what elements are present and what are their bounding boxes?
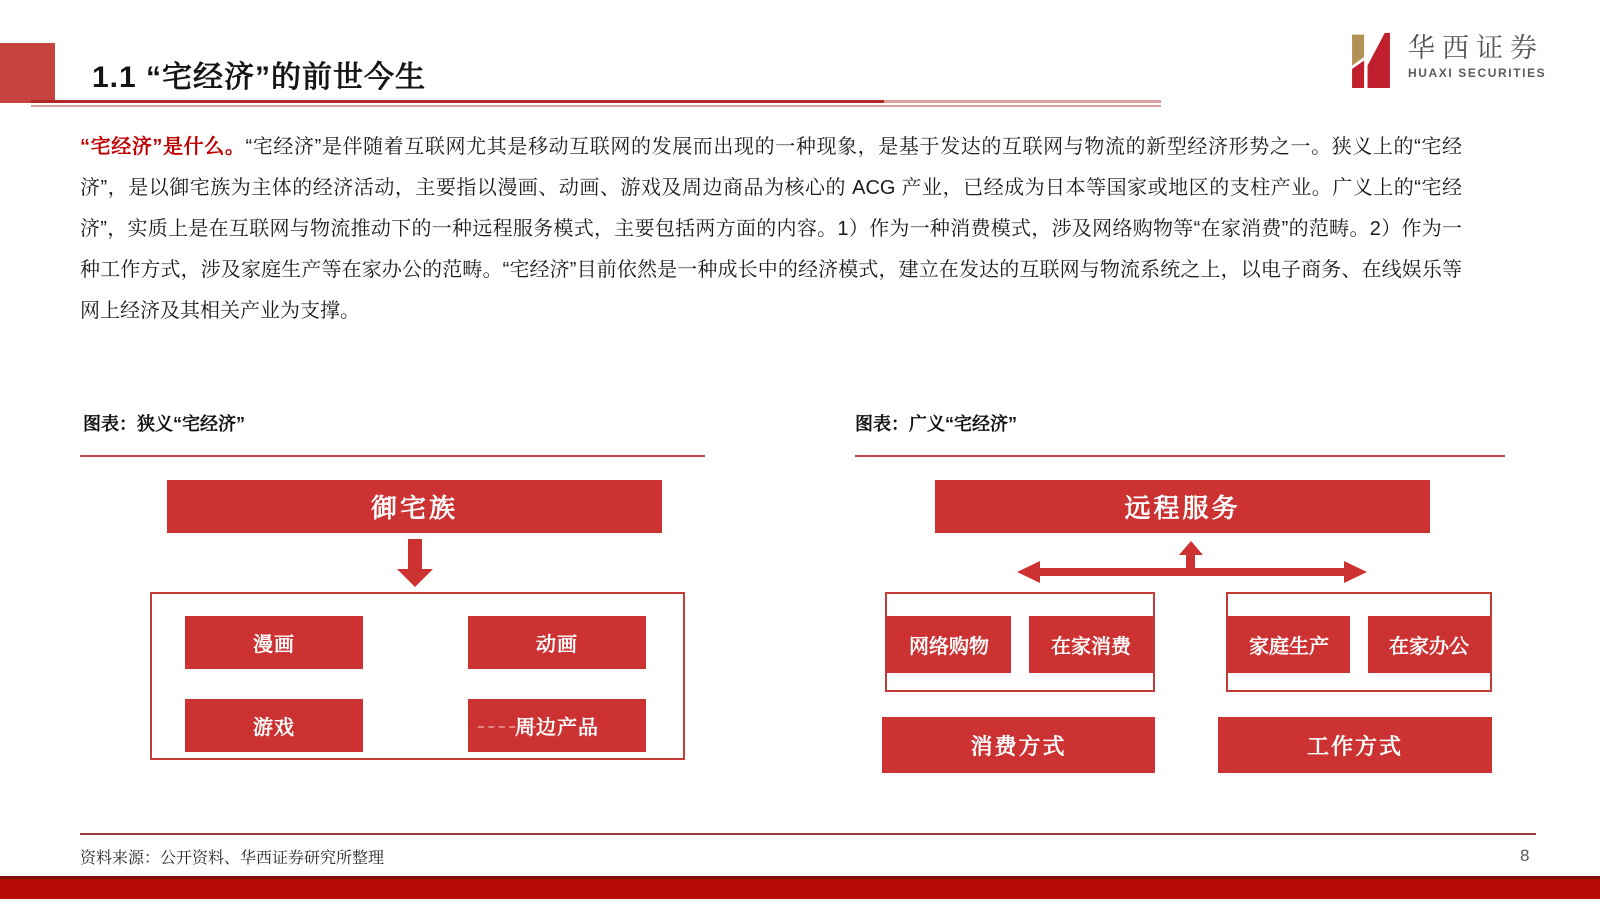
double-arrow-left-head-icon: [1017, 561, 1040, 583]
page-title: 1.1 “宅经济”的前世今生: [92, 61, 427, 94]
title-underline-extension: [884, 100, 1161, 103]
figure-rule-broad: [855, 455, 1505, 457]
down-arrow-head-icon: [397, 569, 433, 587]
broad-item-home-consumption: 在家消费: [1029, 616, 1153, 673]
broad-item-online-shopping: 网络购物: [887, 616, 1011, 673]
double-arrow-bar: [1040, 568, 1344, 576]
title-underline-dark: [31, 100, 884, 103]
source-note: 资料来源：公开资料、华西证券研究所整理: [80, 850, 385, 867]
broad-item-home-production: 家庭生产: [1228, 616, 1350, 673]
narrow-item-manga: 漫画: [185, 616, 363, 669]
broad-item-home-office: 在家办公: [1368, 616, 1490, 673]
huaxi-logo-icon: [1346, 26, 1396, 88]
broad-label-consume-mode: 消费方式: [882, 717, 1155, 773]
narrow-item-anime: 动画: [468, 616, 646, 669]
bottom-red-bar: [0, 876, 1600, 899]
narrow-root-box: 御宅族: [167, 480, 662, 533]
figure-header-narrow: 图表：狭义“宅经济”: [83, 414, 245, 434]
figure-header-broad: 图表：广义“宅经济”: [855, 414, 1017, 434]
page-number: 8: [1520, 846, 1530, 865]
double-arrow-right-head-icon: [1344, 561, 1367, 583]
footer-divider: [80, 833, 1536, 835]
company-logo: [1346, 26, 1546, 88]
figure-rule-narrow: [80, 455, 705, 457]
narrow-item-goods-label: 周边产品: [515, 717, 599, 739]
narrow-item-game: 游戏: [185, 699, 363, 752]
intro-paragraph: [80, 127, 1462, 332]
logo-name-en: HUAXI SECURITIES: [1408, 66, 1547, 81]
logo-name-cn: 华西证券: [1408, 32, 1544, 64]
title-accent-square: [0, 43, 55, 103]
title-underline-light: [31, 105, 1161, 107]
logo-text-block: [1408, 34, 1546, 81]
intro-body-text: “宅经济”是伴随着互联网尤其是移动互联网的发展而出现的一种现象，是基于发达的互联网与物流的新型经济形势之一。狭义上的“宅经济”，是以御宅族为主体的经济活动，主要指以漫画、动画、游戏及周边商品为核心的 ACG 产业，已经成为日本等国家或地区的支柱产业。广义上的“宅经济”，实质上是在互联网与物流推动下的一种远程服务模式，主要包括两方面的内容。1）作为一种消费模式，涉及网络购物等“在家消费”的范畴。2）作为一种工作方式，涉及家庭生产等在家办公的范畴。“宅经济”目前依然是一种成长中的经济模式，建立在发达的互联网与物流系统之上，以电子商务、在线娱乐等网上经济及其相关产业为支撑。: [80, 136, 1462, 322]
narrow-item-goods: [468, 699, 646, 752]
broad-label-work-mode: 工作方式: [1218, 717, 1492, 773]
intro-lead-text: “宅经济”是什么。: [80, 136, 246, 158]
broad-root-box: 远程服务: [935, 480, 1430, 533]
dashed-leader-line: [478, 726, 536, 728]
down-arrow-icon: [408, 539, 422, 570]
